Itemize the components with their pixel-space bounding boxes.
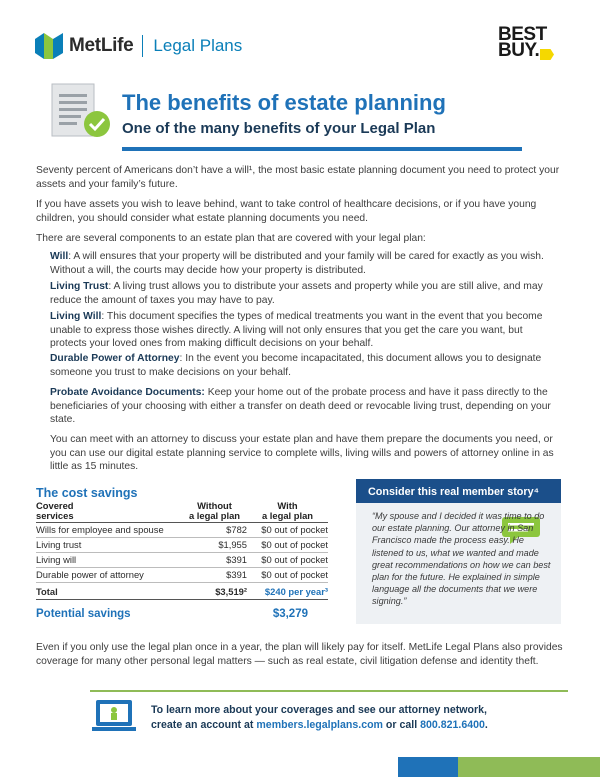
cta-divider [90,690,568,692]
table-row [36,523,328,538]
cta-line-2: create an account at members.legalplans.com or call 800.821.6400. [151,719,488,731]
total-with: $240 per year³ [264,586,328,597]
component-living-will-text: : This document specifies the types of medical treatments you want in the event that you become unable to express those wishes directly. A living will not only ensures that you get the care you want, but protects your loved ones from making difficult decisions on your behalf. [50,311,543,350]
component-living-will [50,310,562,351]
metlife-logo [35,33,242,59]
component-power-of-attorney [50,352,562,379]
laptop-icon [92,698,136,736]
row-with: $0 out of pocket [261,569,328,580]
cta-line-1: To learn more about your coverages and see our attorney network, [151,704,487,716]
row-service: Durable power of attorney [36,569,144,580]
row-service: Living trust [36,539,82,550]
row-with: $0 out of pocket [261,539,328,550]
best-buy-line1: BEST [498,24,547,45]
table-row [36,538,328,553]
component-probate-term: Probate Avoidance Documents: [50,387,205,398]
brand-name: MetLife [69,35,134,56]
component-power-of-attorney-term: Durable Power of Attorney [50,353,180,364]
closing-paragraph: Even if you only use the legal plan once in a year, the plan will likely pay for itself. MetLife Legal Plans also provides coverage for many other personal legal matters — such as real estate, civil litigation defense and identity theft. [36,642,563,667]
intro-paragraph-3: There are several components to an estate plan that are covered with your legal plan: [36,233,426,244]
cost-savings-title: The cost savings [36,486,138,500]
potential-savings [36,608,308,620]
document-check-icon [50,82,114,140]
best-buy-line2: BUY. [498,40,540,61]
row-without: $391 [226,569,247,580]
total-without: $3,519² [215,586,247,597]
metlife-mark-icon [35,33,63,59]
best-buy-logo [498,24,556,63]
row-without: $1,955 [218,539,247,550]
row-without: $391 [226,554,247,565]
savings-label: Potential savings [36,608,131,620]
savings-value: $3,279 [272,608,308,620]
component-living-trust-text: : A living trust allows you to distribute your assets and property while you are still alive, and may reduce the amount of taxes you may have to pay. [50,281,543,306]
footer-bar-spacer [0,757,398,777]
total-label: Total [36,586,58,597]
row-without: $782 [226,524,247,535]
logo-divider [142,35,143,57]
meet-attorney-paragraph: You can meet with an attorney to discuss your estate plan and have them prepare the documents you need, or you can use our digital estate planning service to complete wills, living wills and powers of attorney online in as little as 15 minutes. [50,434,554,473]
header-without-plan: Without a legal plan [188,500,241,521]
phone-link[interactable]: 800.821.6400 [420,719,485,731]
title-underline [122,147,522,151]
component-will-text: : A will ensures that your property will be distributed and your family will be cared for exactly as you wish. Without a will, the courts may decide how your property is distributed. [50,251,544,276]
intro-paragraph-2: If you have assets you wish to leave behind, want to take control of healthcare decisions, or if you have young children, you should consider what estate planning documents you need. [36,199,537,224]
table-total-row [36,583,328,600]
component-will-term: Will [50,251,69,262]
row-with: $0 out of pocket [261,554,328,565]
page-title: The benefits of estate planning [122,90,446,115]
table-row [36,553,328,568]
footer-bar-blue [398,757,458,777]
header-with-plan: With a legal plan [261,500,314,521]
row-with: $0 out of pocket [261,524,328,535]
row-service: Living will [36,554,77,565]
component-living-trust [50,280,562,307]
table-row [36,568,328,583]
header-covered-services: Covered services [36,500,74,521]
cta-text [151,703,488,733]
footer-bar-green [458,757,600,777]
table-header-row [36,500,328,523]
intro-paragraph-1: Seventy percent of Americans don’t have a will¹, the most basic estate planning document you need to protect your assets and your family’s future. [36,165,560,190]
member-story-box [356,479,561,624]
row-service: Wills for employee and spouse [36,524,164,535]
member-story-quote: “My spouse and I decided it was time to do our estate planning. Our attorney in San Francisco made the process easy. He listened to us, what we wanted and made great recommendations on how we can best plan for the future. He explained in simple language all the documents that we were signing.” [372,511,551,607]
component-probate-text: Keep your home out of the probate process and have it pass directly to the beneficiaries of your choosing with either a transfer on death deed or revocable living trust, depending on your state. [50,387,551,426]
member-story-heading: Consider this real member story⁴ [356,479,561,503]
component-power-of-attorney-text: : In the event you become incapacitated, this document allows you to designate someone you trust to make decisions on your behalf. [50,353,542,378]
component-probate [50,386,562,427]
cost-savings-table [36,500,328,600]
component-will [50,250,562,277]
component-living-trust-term: Living Trust [50,281,109,292]
page-subtitle: One of the many benefits of your Legal Plan [122,120,436,137]
product-name: Legal Plans [153,36,243,55]
website-link[interactable]: members.legalplans.com [256,719,383,731]
component-living-will-term: Living Will [50,311,102,322]
